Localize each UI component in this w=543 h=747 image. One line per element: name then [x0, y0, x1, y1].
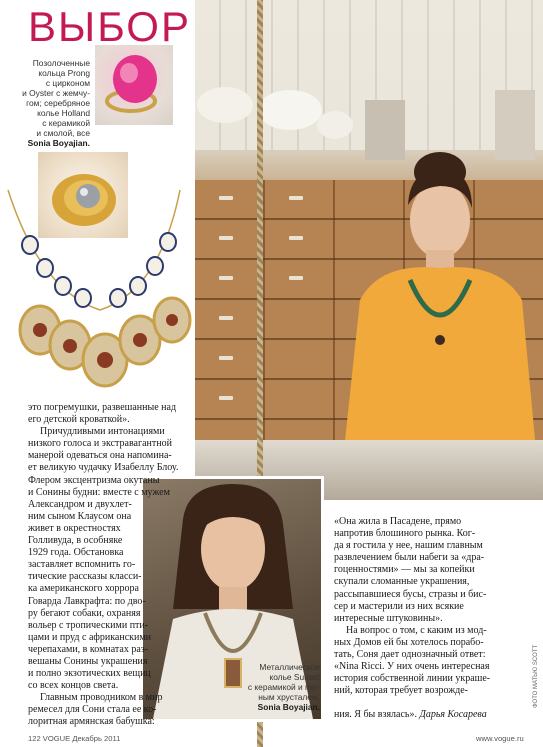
drawer-handle — [219, 356, 233, 360]
text-line: вешаны Сонины украшения — [28, 655, 148, 667]
author-signature: Дарья Косарева — [419, 709, 487, 720]
pink-ring-photo — [95, 45, 173, 125]
text-line: тические рассказы класси- — [28, 571, 142, 583]
text-line: и Сонины будни: вместе с мужем — [28, 486, 170, 498]
folio-right: www.vogue.ru — [476, 734, 524, 743]
caption-line: и смолой, все — [36, 128, 90, 138]
text-line: тать, Соня дает однозначный ответ: — [334, 649, 486, 661]
text-line: история собственной линии украше- — [334, 673, 491, 685]
text-line: да я гостила у нее, нашим главным — [334, 540, 483, 552]
text-line: 1929 года. Обстановка — [28, 547, 124, 559]
drawer-handle — [219, 316, 233, 320]
photo-credit: ФОТО МАТЬЮ SCOTT — [533, 644, 539, 708]
text-line: Причудливыми интонациями — [40, 426, 165, 438]
text-line: гоценностями» — мы за копейки — [334, 564, 475, 576]
text-line: «Она жила в Пасадене, прямо — [334, 516, 462, 527]
caption-line: с цирконом — [45, 78, 90, 88]
necklace-photo — [0, 170, 200, 400]
necklace-caption — [222, 662, 320, 712]
caption-line: кольца Prong — [38, 68, 90, 78]
pink-ring-icon — [95, 45, 173, 125]
text-line: его детской кроваткой». — [28, 414, 130, 426]
closing-text: ния. Я бы взялась». — [334, 709, 417, 720]
text-line: Главным проводником в мир — [40, 692, 163, 704]
caption-brand: Sonia Boyajian. — [27, 138, 90, 148]
caption-line: ным хрусталем, — [258, 692, 320, 702]
drawer-handle — [289, 276, 303, 280]
article-closing — [334, 709, 534, 721]
text-line: Голливуда, в особняке — [28, 535, 123, 547]
text-line: скупали сломанные украшения, — [334, 576, 470, 588]
necklace-icon — [0, 170, 200, 400]
text-line: это погремушки, развешанные над — [28, 402, 177, 413]
rings-caption — [2, 58, 90, 148]
caption-line: Позолоченные — [32, 58, 90, 68]
text-line: интересные штуковины». — [334, 612, 443, 624]
text-line: ных Домов ей бы хотелось порабо- — [334, 636, 484, 648]
text-line: со всех концов света. — [28, 680, 119, 692]
text-line: живет в окрестностях — [28, 522, 121, 534]
text-line: и полно экзотических вещиц — [28, 668, 151, 680]
caption-line: с керамикой и гор- — [247, 682, 320, 692]
text-line: черепахами, в комнатах раз- — [28, 643, 149, 655]
caption-line: и Oyster с жемчу- — [22, 88, 90, 98]
text-line: низкого голоса и экстравагантной — [28, 438, 172, 450]
studio-photo — [195, 0, 543, 500]
text-line: манерой одеваться она напомина- — [28, 450, 172, 462]
text-line: заставляет вспомнить го- — [28, 559, 136, 571]
drawer-handle — [289, 196, 303, 200]
text-line: На вопрос о том, с каким из мод- — [346, 624, 487, 636]
caption-line: Металлическое — [259, 662, 320, 672]
text-line: сер и мастерили из них всякие — [334, 600, 464, 612]
text-line: лоритная армянская бабушка: — [28, 716, 155, 728]
text-line: ремесел для Сони стала ее ко- — [28, 704, 157, 716]
text-line: ний, которая требует возрожде- — [334, 685, 468, 697]
caption-brand: Sonia Boyajian. — [257, 702, 320, 712]
caption-line: колье Sunset — [269, 672, 320, 682]
drawer-handle — [219, 276, 233, 280]
text-line: развлечением были набеги за «дра- — [334, 552, 485, 564]
text-line: ет великую чудачку Изабеллу Блоу. — [28, 462, 179, 474]
text-line: вольер с тропическими пти- — [28, 619, 149, 631]
article-left-column — [28, 402, 196, 729]
drawer-handle — [219, 236, 233, 240]
text-line: Флером эксцентризма окутаны — [28, 474, 160, 486]
text-line: Говарда Лавкрафта: по дво- — [28, 595, 146, 607]
text-line: напротив блошиного рынка. Ког- — [334, 528, 476, 540]
section-title: ВЫБОР — [28, 3, 191, 50]
text-line: цами и пруд с африканскими — [28, 631, 152, 643]
caption-line: с керамикой — [42, 118, 90, 128]
text-line: «Nina Ricci. У них очень интересная — [334, 661, 490, 673]
text-line: Александром и двухлет- — [28, 498, 132, 510]
drawer-handle — [219, 396, 233, 400]
text-line: ру бегают собаки, охраняя — [28, 607, 141, 619]
text-line: ка американского хоррора — [28, 583, 139, 595]
text-line: ним сыном Клаусом она — [28, 510, 132, 522]
caption-line: колье Holland — [37, 108, 90, 118]
caption-line: гом; серебряное — [26, 98, 90, 108]
drawer-handle — [289, 236, 303, 240]
folio-left: 122 VOGUE Декабрь 2011 — [28, 734, 121, 743]
drawer-handle — [219, 196, 233, 200]
article-right-column — [334, 516, 530, 697]
text-line: рассыпавшиеся бусы, стразы и бис- — [334, 588, 487, 600]
